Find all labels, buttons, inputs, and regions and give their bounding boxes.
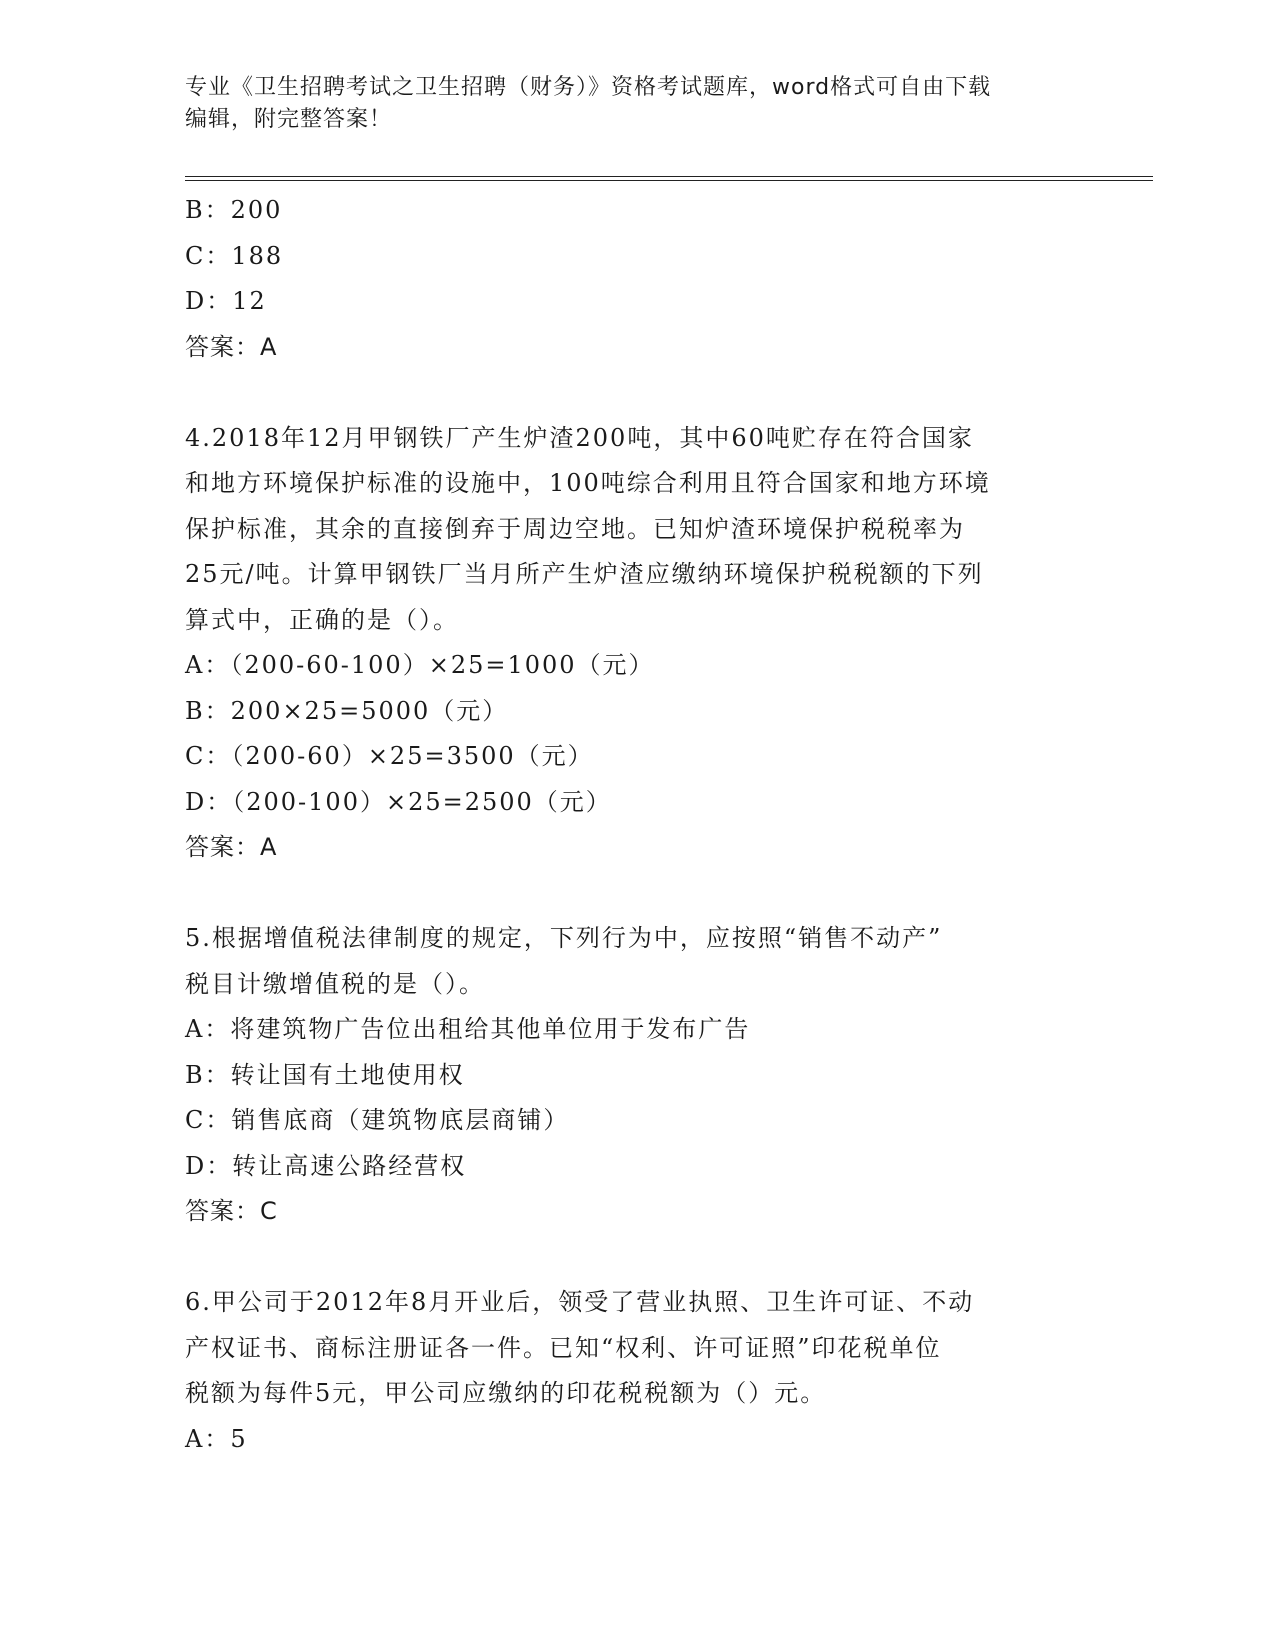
option-a: A：5 bbox=[185, 1424, 248, 1453]
option-c: C：（200-60）×25=3500（元） bbox=[185, 742, 594, 770]
header-title-line-1: 专业《卫生招聘考试之卫生招聘（财务）》资格考试题库，word格式可自由下载 bbox=[185, 75, 992, 100]
spacer bbox=[185, 871, 1085, 917]
option-d: D：（200-100）×25=2500（元） bbox=[185, 787, 612, 816]
option-d: D：12 bbox=[185, 287, 267, 315]
answer-line: 答案：C bbox=[185, 1197, 278, 1225]
option-c: C：188 bbox=[185, 241, 284, 270]
question-stem-line: 产权证书、商标注册证各一件。已知“权利、许可证照”印花税单位 bbox=[185, 1333, 942, 1362]
question-stem-line: 算式中，正确的是（）。 bbox=[185, 605, 459, 634]
page-header bbox=[185, 72, 1085, 136]
question-stem-line: 6.甲公司于2012年8月开业后，领受了营业执照、卫生许可证、不动 bbox=[185, 1288, 975, 1316]
option-b: B：转让国有土地使用权 bbox=[185, 1060, 465, 1089]
header-title-line-2: 编辑，附完整答案！ bbox=[185, 107, 393, 132]
option-d: D：转让高速公路经营权 bbox=[185, 1151, 467, 1180]
option-a: A：将建筑物广告位出租给其他单位用于发布广告 bbox=[185, 1015, 751, 1043]
question-4 bbox=[185, 416, 1085, 871]
header-divider bbox=[185, 176, 1153, 181]
question-5 bbox=[185, 916, 1085, 1235]
question-6 bbox=[185, 1280, 1085, 1462]
question-stem-line: 25元/吨。计算甲钢铁厂当月所产生炉渣应缴纳环境保护税税额的下列 bbox=[185, 560, 984, 588]
question-content bbox=[185, 188, 1085, 1462]
question-stem-line: 4.2018年12月甲钢铁厂产生炉渣200吨，其中60吨贮存在符合国家 bbox=[185, 423, 974, 452]
answer-line: 答案：A bbox=[185, 332, 278, 361]
option-b: B：200×25=5000（元） bbox=[185, 696, 509, 725]
option-b: B：200 bbox=[185, 196, 283, 224]
question-stem-line: 保护标准，其余的直接倒弃于周边空地。已知炉渣环境保护税税率为 bbox=[185, 514, 965, 543]
answer-line: 答案：A bbox=[185, 833, 278, 861]
question-stem-line: 税额为每件5元，甲公司应缴纳的印花税税额为（）元。 bbox=[185, 1379, 827, 1407]
question-stem-line: 税目计缴增值税的是（）。 bbox=[185, 969, 485, 998]
spacer bbox=[185, 1235, 1085, 1281]
prev-question-block bbox=[185, 188, 1085, 370]
option-a: A：（200-60-100）×25=1000（元） bbox=[185, 651, 655, 679]
question-stem-line: 和地方环境保护标准的设施中，100吨综合利用且符合国家和地方环境 bbox=[185, 469, 991, 497]
option-c: C：销售底商（建筑物底层商铺） bbox=[185, 1106, 570, 1134]
question-stem-line: 5.根据增值税法律制度的规定，下列行为中，应按照“销售不动产” bbox=[185, 924, 943, 952]
spacer bbox=[185, 370, 1085, 416]
